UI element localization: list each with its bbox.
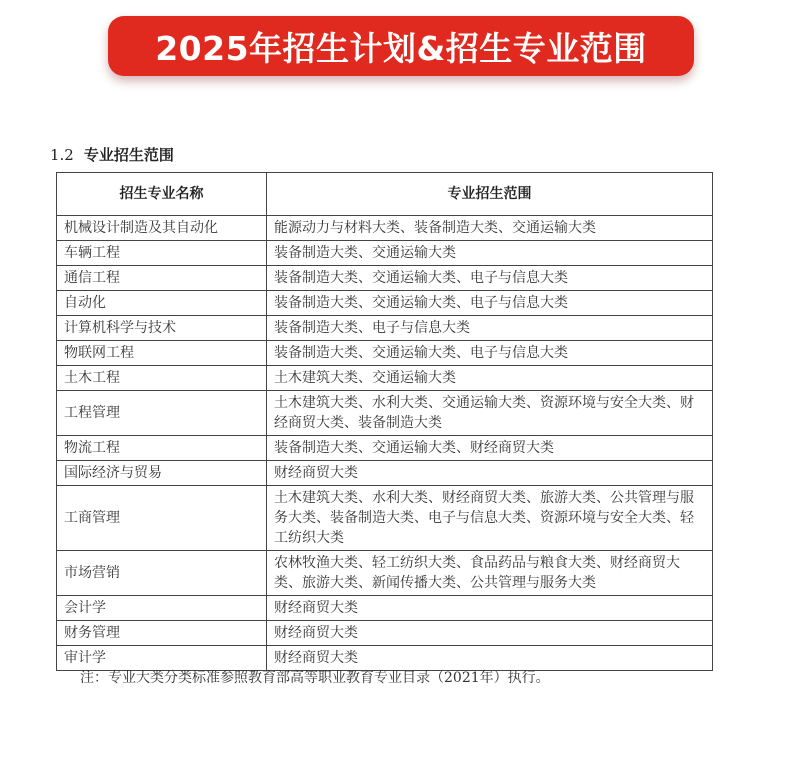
header-scope: 专业招生范围 — [267, 173, 713, 216]
scope-cell: 能源动力与材料大类、装备制造大类、交通运输大类 — [267, 216, 713, 241]
scope-cell: 农林牧渔大类、轻工纺织大类、食品药品与粮食大类、财经商贸大类、旅游大类、新闻传播大类、公共管理与服务大类 — [267, 551, 713, 596]
table-row — [57, 436, 713, 461]
scope-cell: 装备制造大类、交通运输大类、电子与信息大类 — [267, 291, 713, 316]
table-row — [57, 216, 713, 241]
major-name-cell: 自动化 — [57, 291, 267, 316]
table-row — [57, 241, 713, 266]
major-name-cell: 通信工程 — [57, 266, 267, 291]
major-name-cell: 国际经济与贸易 — [57, 461, 267, 486]
major-name-cell: 土木工程 — [57, 366, 267, 391]
table-row — [57, 461, 713, 486]
major-name-cell: 计算机科学与技术 — [57, 316, 267, 341]
section-number: 1.2 — [50, 146, 74, 164]
scope-cell: 财经商贸大类 — [267, 461, 713, 486]
table-row — [57, 266, 713, 291]
table-row — [57, 596, 713, 621]
scope-cell: 装备制造大类、交通运输大类、财经商贸大类 — [267, 436, 713, 461]
major-name-cell: 市场营销 — [57, 551, 267, 596]
section-heading — [50, 144, 174, 165]
major-scope-table — [56, 172, 713, 671]
footnote: 注：专业大类分类标准参照教育部高等职业教育专业目录（2021年）执行。 — [80, 670, 550, 686]
major-name-cell: 审计学 — [57, 646, 267, 671]
table-row — [57, 391, 713, 436]
scope-cell: 土木建筑大类、水利大类、交通运输大类、资源环境与安全大类、财经商贸大类、装备制造大类 — [267, 391, 713, 436]
major-name-cell: 工商管理 — [57, 486, 267, 551]
major-name-cell: 物流工程 — [57, 436, 267, 461]
table-row — [57, 551, 713, 596]
section-title: 专业招生范围 — [83, 146, 174, 164]
scope-cell: 财经商贸大类 — [267, 596, 713, 621]
scope-cell: 装备制造大类、交通运输大类、电子与信息大类 — [267, 266, 713, 291]
table-row — [57, 486, 713, 551]
scope-cell: 土木建筑大类、水利大类、财经商贸大类、旅游大类、公共管理与服务大类、装备制造大类、电子与信息大类、资源环境与安全大类、轻工纺织大类 — [267, 486, 713, 551]
major-name-cell: 车辆工程 — [57, 241, 267, 266]
major-name-cell: 会计学 — [57, 596, 267, 621]
scope-cell: 财经商贸大类 — [267, 621, 713, 646]
table-row — [57, 366, 713, 391]
scope-cell: 装备制造大类、交通运输大类 — [267, 241, 713, 266]
table-row — [57, 316, 713, 341]
table-row — [57, 621, 713, 646]
table-row — [57, 341, 713, 366]
header-major-name: 招生专业名称 — [57, 173, 267, 216]
banner-title: 2025年招生计划&招生专业范围 — [155, 28, 647, 68]
scope-cell: 土木建筑大类、交通运输大类 — [267, 366, 713, 391]
table-row — [57, 291, 713, 316]
major-name-cell: 物联网工程 — [57, 341, 267, 366]
scope-cell: 装备制造大类、电子与信息大类 — [267, 316, 713, 341]
major-name-cell: 工程管理 — [57, 391, 267, 436]
scope-cell: 财经商贸大类 — [267, 646, 713, 671]
major-name-cell: 机械设计制造及其自动化 — [57, 216, 267, 241]
scope-cell: 装备制造大类、交通运输大类、电子与信息大类 — [267, 341, 713, 366]
title-banner — [108, 16, 694, 76]
table-header-row — [57, 173, 713, 216]
major-name-cell: 财务管理 — [57, 621, 267, 646]
